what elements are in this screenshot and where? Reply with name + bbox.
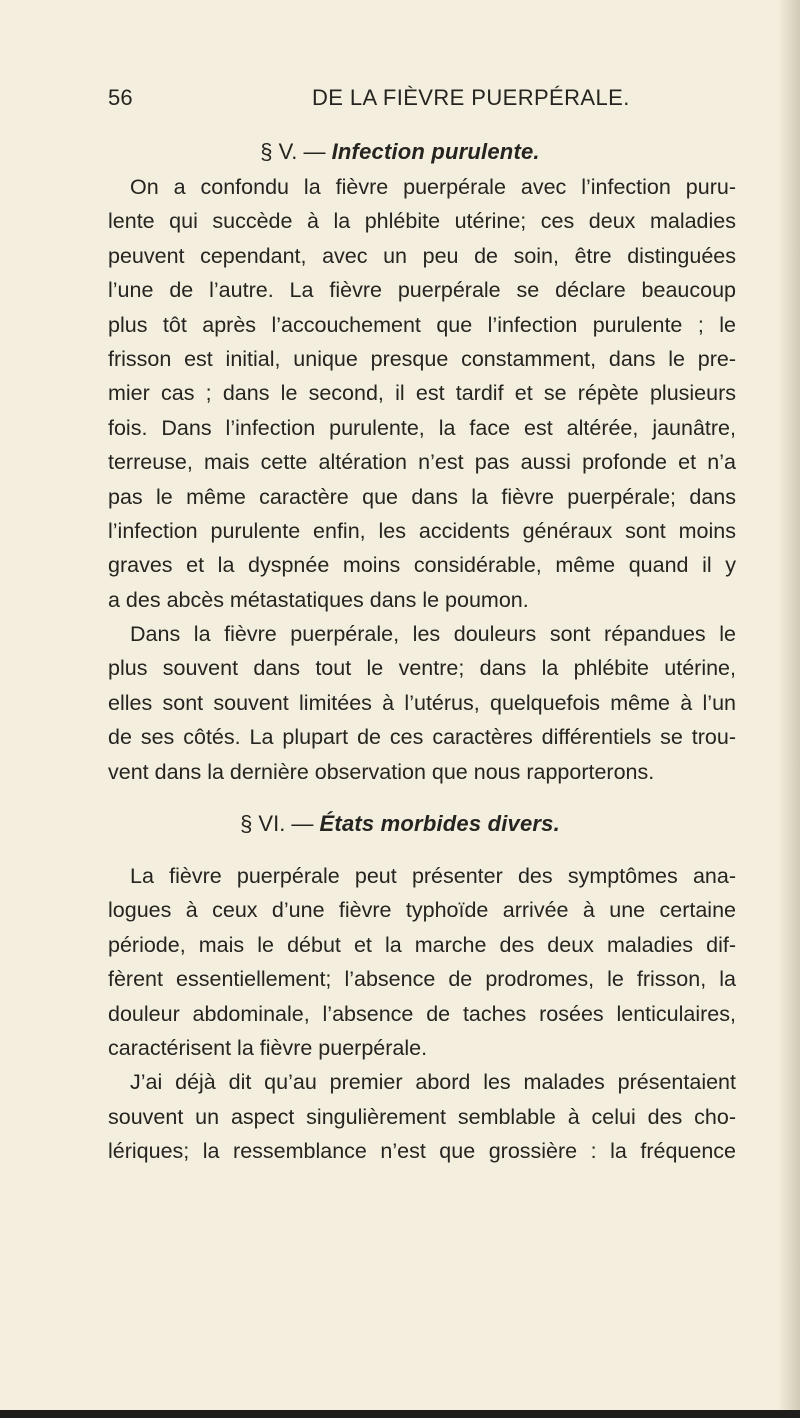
text-line: lériques; la ressemblance n’est que grossière : la fréquence <box>108 1139 736 1164</box>
text-line: plus souvent dans tout le ventre; dans la phlébite utérine, <box>108 656 736 681</box>
body-text-section-v <box>108 170 736 789</box>
section-heading-etats-morbides <box>0 810 800 838</box>
section-number: § V. — <box>260 139 326 164</box>
text-line: pas le même caractère que dans la fièvre puerpérale; dans <box>108 484 736 509</box>
text-line: fèrent essentiellement; l’absence de prodromes, le frisson, la <box>108 967 736 992</box>
section-heading-infection-purulente <box>0 138 800 166</box>
text-line: mier cas ; dans le second, il est tardif et se répète plusieurs <box>108 381 736 406</box>
text-line: souvent un aspect singulièrement semblable à celui des cho- <box>108 1104 736 1129</box>
text-line: peuvent cependant, avec un peu de soin, être distinguées <box>108 243 736 268</box>
text-line: graves et la dyspnée moins considérable, même quand il y <box>108 553 736 578</box>
text-line: frisson est initial, unique presque constamment, dans le pre- <box>108 346 736 371</box>
text-line: J’ai déjà dit qu’au premier abord les malades présentaient <box>130 1070 736 1095</box>
section-number: § VI. — <box>240 811 314 836</box>
text-line: La fièvre puerpérale peut présenter des symptômes ana- <box>130 864 736 888</box>
text-line: l’infection purulente enfin, les accidents généraux sont moins <box>108 518 736 543</box>
page-number: 56 <box>108 85 133 110</box>
running-title: DE LA FIÈVRE PUERPÉRALE. <box>312 85 630 110</box>
bottom-scan-border <box>0 1410 800 1418</box>
text-line: période, mais le début et la marche des deux maladies dif- <box>108 932 736 957</box>
text-line: a des abcès métastatiques dans le poumon. <box>108 587 529 612</box>
text-line: fois. Dans l’infection purulente, la face est altérée, jaunâtre, <box>108 415 736 440</box>
text-line: elles sont souvent limitées à l’utérus, quelquefois même à l’un <box>108 690 736 715</box>
text-line: vent dans la dernière observation que nous rapporterons. <box>108 759 655 784</box>
text-line: de ses côtés. La plupart de ces caractères différentiels se trou- <box>108 725 736 750</box>
page-header <box>108 84 728 112</box>
body-text-section-vi <box>108 859 736 1169</box>
text-line: terreuse, mais cette altération n’est pas aussi profonde et n’a <box>108 450 736 475</box>
text-line: logues à ceux d’une fièvre typhoïde arrivée à une certaine <box>108 898 736 923</box>
text-line: plus tôt après l’accouchement que l’infection purulente ; le <box>108 312 736 337</box>
text-line: douleur abdominale, l’absence de taches rosées lenticulaires, <box>108 1001 736 1026</box>
text-line: Dans la fièvre puerpérale, les douleurs sont répandues le <box>130 622 736 647</box>
text-line: lente qui succède à la phlébite utérine; ces deux maladies <box>108 209 736 234</box>
text-line: On a confondu la fièvre puerpérale avec l’infection puru- <box>130 175 736 199</box>
section-name: États morbides divers. <box>319 811 560 836</box>
text-line: l’une de l’autre. La fièvre puerpérale se déclare beaucoup <box>108 278 736 303</box>
page-edge-shadow <box>778 0 800 1418</box>
section-name: Infection purulente. <box>331 139 540 164</box>
text-line: caractérisent la fièvre puerpérale. <box>108 1035 428 1060</box>
